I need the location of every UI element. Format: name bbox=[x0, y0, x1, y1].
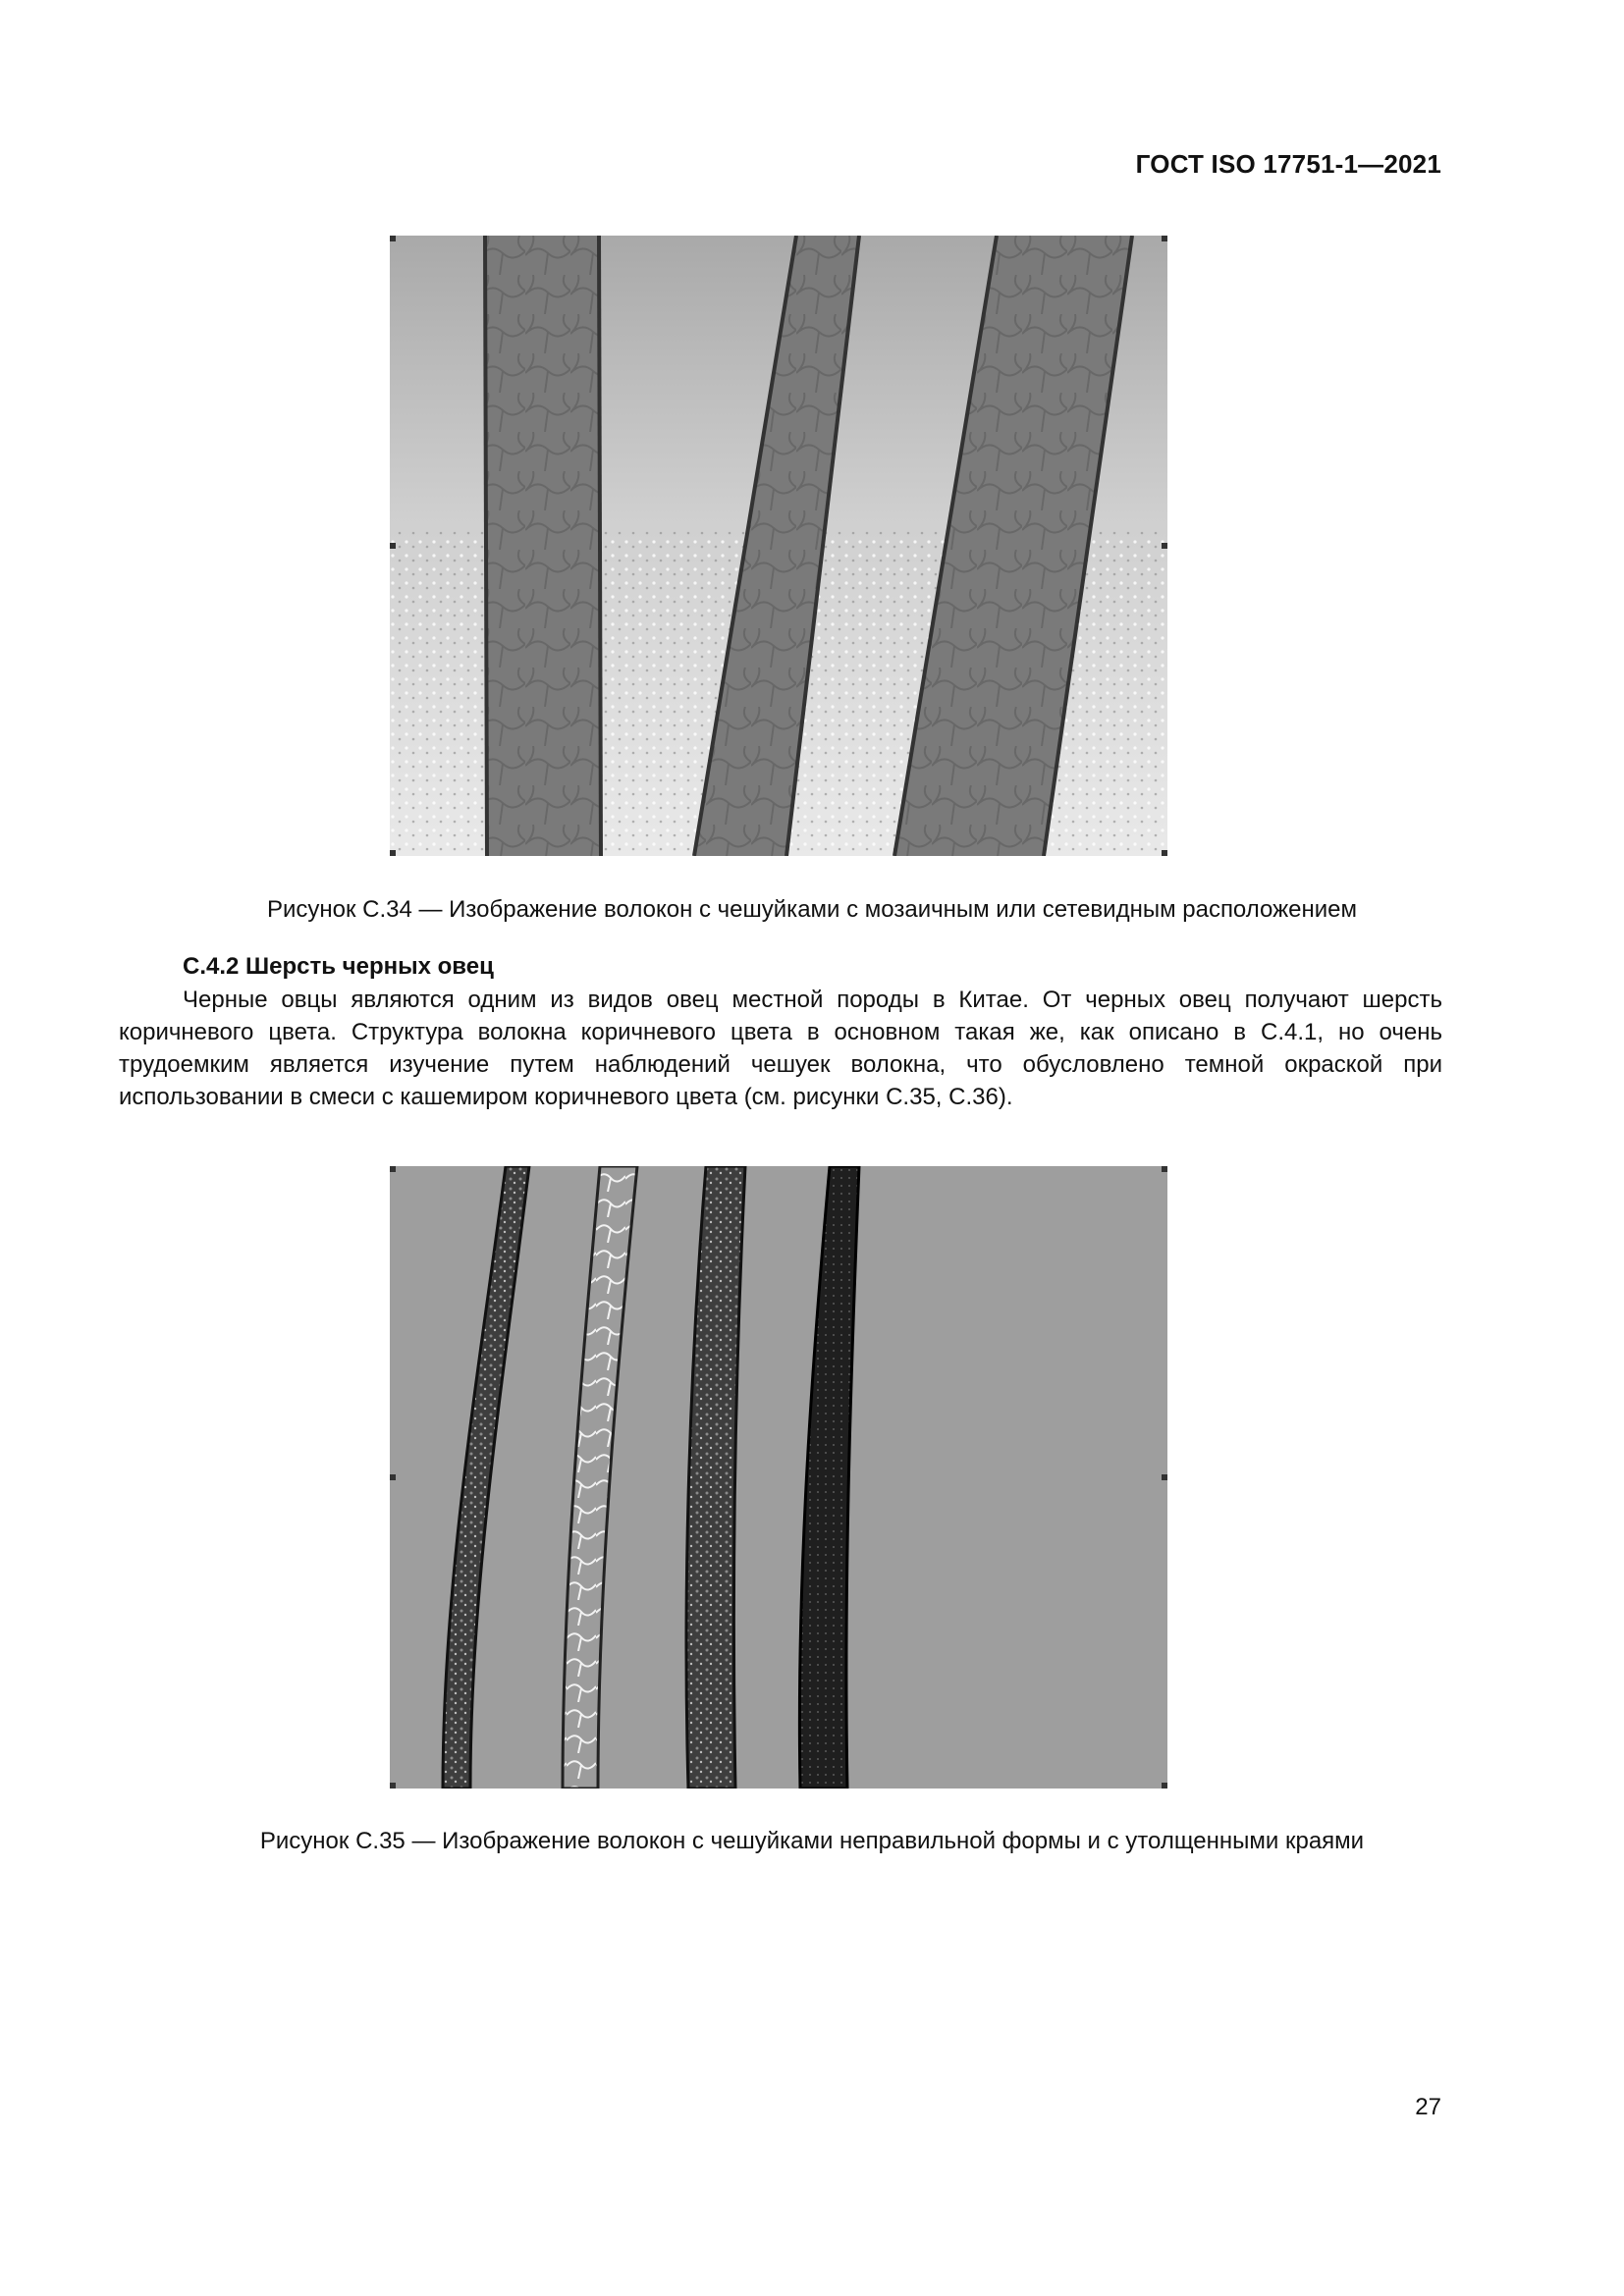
section-heading: С.4.2 Шерсть черных овец bbox=[183, 953, 494, 980]
section-paragraph: Черные овцы являются одним из видов овец местной породы в Китае. От черных овец получают шерсть коричневого цвета. Структура волокна коричневого цвета в основном такая же, как описано в С.4.1, но очень трудоемким является изучение путем наблюдений чешуек волокна, что обусловлено темной окраской при использовании в смеси с кашемиром коричневого цвета (см. рисунки С.35, С.36). bbox=[119, 987, 1442, 1110]
document-code: ГОСТ ISO 17751-1—2021 bbox=[1135, 149, 1441, 179]
figure-c35-caption: Рисунок С.35 — Изображение волокон с чешуйками неправильной формы и с утолщенными краями bbox=[259, 1828, 1365, 1854]
page-number: 27 bbox=[1415, 2094, 1441, 2120]
figure-c34-micrograph bbox=[390, 236, 1167, 856]
figure-c34-caption: Рисунок С.34 — Изображение волокон с чешуйками с мозаичным или сетевидным расположением bbox=[266, 896, 1358, 923]
figure-c35-micrograph bbox=[390, 1166, 1167, 1789]
